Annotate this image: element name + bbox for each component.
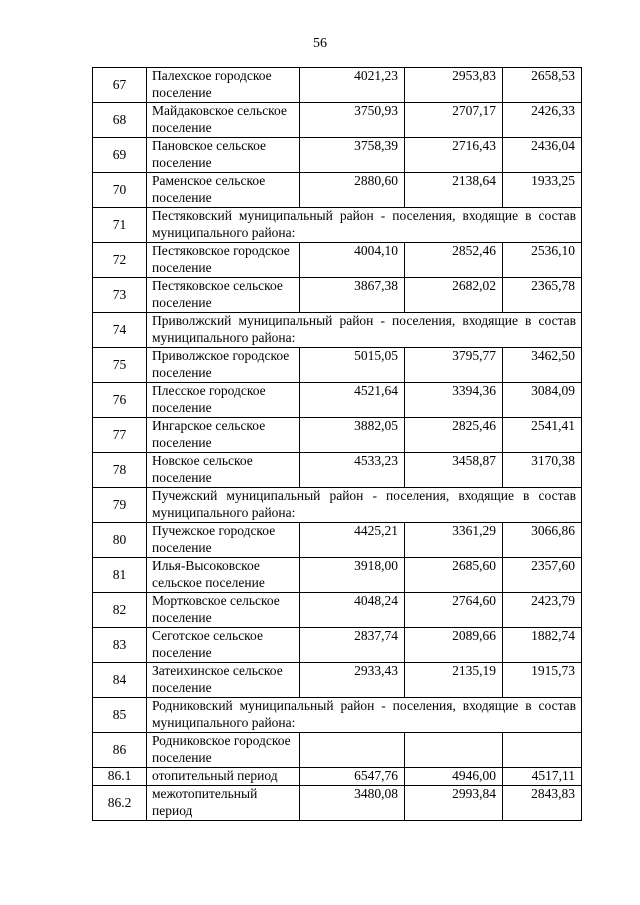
settlement-name: Сеготское сельское поселение (147, 628, 300, 663)
value-cell-v1: 2933,43 (300, 663, 405, 698)
row-number: 72 (93, 243, 147, 278)
row-number: 79 (93, 488, 147, 523)
settlement-name: Мортковское сельское поселение (147, 593, 300, 628)
value-cell-v3: 3084,09 (503, 383, 582, 418)
value-cell-v2: 2764,60 (405, 593, 503, 628)
value-cell-v1: 4048,24 (300, 593, 405, 628)
value-cell-v2: 2852,46 (405, 243, 503, 278)
district-heading: Родниковский муниципальный район - поселения, входящие в состав муниципального района: (147, 698, 582, 733)
table-row (93, 453, 582, 488)
settlement-name: Раменское сельское поселение (147, 173, 300, 208)
value-cell-v3: 2436,04 (503, 138, 582, 173)
district-row (93, 698, 582, 733)
district-row (93, 208, 582, 243)
table-row (93, 243, 582, 278)
value-cell-v1: 3750,93 (300, 103, 405, 138)
value-cell-v1: 6547,76 (300, 768, 405, 786)
value-cell-v3: 2658,53 (503, 68, 582, 103)
settlement-name: Майдаковское сельское поселение (147, 103, 300, 138)
value-cell-v2: 2138,64 (405, 173, 503, 208)
row-number: 75 (93, 348, 147, 383)
value-cell-v1: 2880,60 (300, 173, 405, 208)
page-number: 56 (313, 36, 327, 51)
settlement-name: Ингарское сельское поселение (147, 418, 300, 453)
tariff-table (92, 67, 582, 821)
district-row (93, 313, 582, 348)
table-row (93, 418, 582, 453)
row-number: 78 (93, 453, 147, 488)
value-cell-v3: 2541,41 (503, 418, 582, 453)
value-cell-v1: 4021,23 (300, 68, 405, 103)
row-number: 68 (93, 103, 147, 138)
value-cell-v3: 2426,33 (503, 103, 582, 138)
value-cell-v2: 3394,36 (405, 383, 503, 418)
value-cell-v1: 3882,05 (300, 418, 405, 453)
value-cell-v3: 2843,83 (503, 786, 582, 821)
value-cell-v3: 3066,86 (503, 523, 582, 558)
district-heading: Приволжский муниципальный район - поселения, входящие в состав муниципального района: (147, 313, 582, 348)
value-cell-v1: 3867,38 (300, 278, 405, 313)
value-cell-v3: 3462,50 (503, 348, 582, 383)
settlement-name: Пановское сельское поселение (147, 138, 300, 173)
table-row (93, 173, 582, 208)
settlement-name: отопительный период (147, 768, 300, 786)
value-cell-v3: 1933,25 (503, 173, 582, 208)
value-cell-v3: 2423,79 (503, 593, 582, 628)
value-cell-v2: 2707,17 (405, 103, 503, 138)
settlement-name: Новское сельское поселение (147, 453, 300, 488)
row-number: 86.2 (93, 786, 147, 821)
settlement-name: Приволжское городское поселение (147, 348, 300, 383)
settlement-name: Пучежское городское поселение (147, 523, 300, 558)
value-cell-v2: 2825,46 (405, 418, 503, 453)
table-row (93, 383, 582, 418)
value-cell-v1: 3758,39 (300, 138, 405, 173)
value-cell-v3: 2365,78 (503, 278, 582, 313)
district-heading: Пучежский муниципальный район - поселения, входящие в состав муниципального района: (147, 488, 582, 523)
value-cell-v1: 4533,23 (300, 453, 405, 488)
value-cell-v3: 3170,38 (503, 453, 582, 488)
value-cell-v2: 2089,66 (405, 628, 503, 663)
table-row (93, 523, 582, 558)
table-row (93, 138, 582, 173)
value-cell-v2: 2716,43 (405, 138, 503, 173)
settlement-name: Родниковское городское поселение (147, 733, 300, 768)
row-number: 71 (93, 208, 147, 243)
value-cell-v2: 2682,02 (405, 278, 503, 313)
row-number: 73 (93, 278, 147, 313)
settlement-name: Пестяковское сельское поселение (147, 278, 300, 313)
value-cell-v1: 4004,10 (300, 243, 405, 278)
value-cell-v3: 2536,10 (503, 243, 582, 278)
table-row (93, 628, 582, 663)
value-cell-v2: 2685,60 (405, 558, 503, 593)
settlement-name: Плесское городское поселение (147, 383, 300, 418)
value-cell-v1: 4425,21 (300, 523, 405, 558)
row-number: 76 (93, 383, 147, 418)
value-cell-v1: 5015,05 (300, 348, 405, 383)
value-cell-v2: 3458,87 (405, 453, 503, 488)
value-cell-v2: 2953,83 (405, 68, 503, 103)
value-cell-v1 (300, 733, 405, 768)
table-row (93, 768, 582, 786)
table-row (93, 663, 582, 698)
value-cell-v2: 2135,19 (405, 663, 503, 698)
table-row (93, 348, 582, 383)
row-number: 83 (93, 628, 147, 663)
district-heading: Пестяковский муниципальный район - поселения, входящие в состав муниципального района: (147, 208, 582, 243)
row-number: 77 (93, 418, 147, 453)
value-cell-v2: 4946,00 (405, 768, 503, 786)
value-cell-v3: 1915,73 (503, 663, 582, 698)
table-row (93, 68, 582, 103)
settlement-name: Илья-Высоковское сельское поселение (147, 558, 300, 593)
settlement-name: Пестяковское городское поселение (147, 243, 300, 278)
settlement-name: межотопительный период (147, 786, 300, 821)
table-row (93, 558, 582, 593)
settlement-name: Затеихинское сельское поселение (147, 663, 300, 698)
value-cell-v3: 4517,11 (503, 768, 582, 786)
row-number: 74 (93, 313, 147, 348)
table-row (93, 278, 582, 313)
settlement-name: Палехское городское поселение (147, 68, 300, 103)
row-number: 67 (93, 68, 147, 103)
row-number: 70 (93, 173, 147, 208)
table-row (93, 103, 582, 138)
value-cell-v2 (405, 733, 503, 768)
value-cell-v1: 2837,74 (300, 628, 405, 663)
value-cell-v2: 3361,29 (405, 523, 503, 558)
row-number: 84 (93, 663, 147, 698)
value-cell-v2: 3795,77 (405, 348, 503, 383)
table-row (93, 593, 582, 628)
row-number: 85 (93, 698, 147, 733)
table-row (93, 733, 582, 768)
value-cell-v1: 3480,08 (300, 786, 405, 821)
row-number: 81 (93, 558, 147, 593)
district-row (93, 488, 582, 523)
value-cell-v3 (503, 733, 582, 768)
row-number: 86.1 (93, 768, 147, 786)
table-row (93, 786, 582, 821)
value-cell-v3: 1882,74 (503, 628, 582, 663)
row-number: 82 (93, 593, 147, 628)
value-cell-v3: 2357,60 (503, 558, 582, 593)
row-number: 80 (93, 523, 147, 558)
row-number: 86 (93, 733, 147, 768)
value-cell-v1: 3918,00 (300, 558, 405, 593)
row-number: 69 (93, 138, 147, 173)
value-cell-v1: 4521,64 (300, 383, 405, 418)
value-cell-v2: 2993,84 (405, 786, 503, 821)
